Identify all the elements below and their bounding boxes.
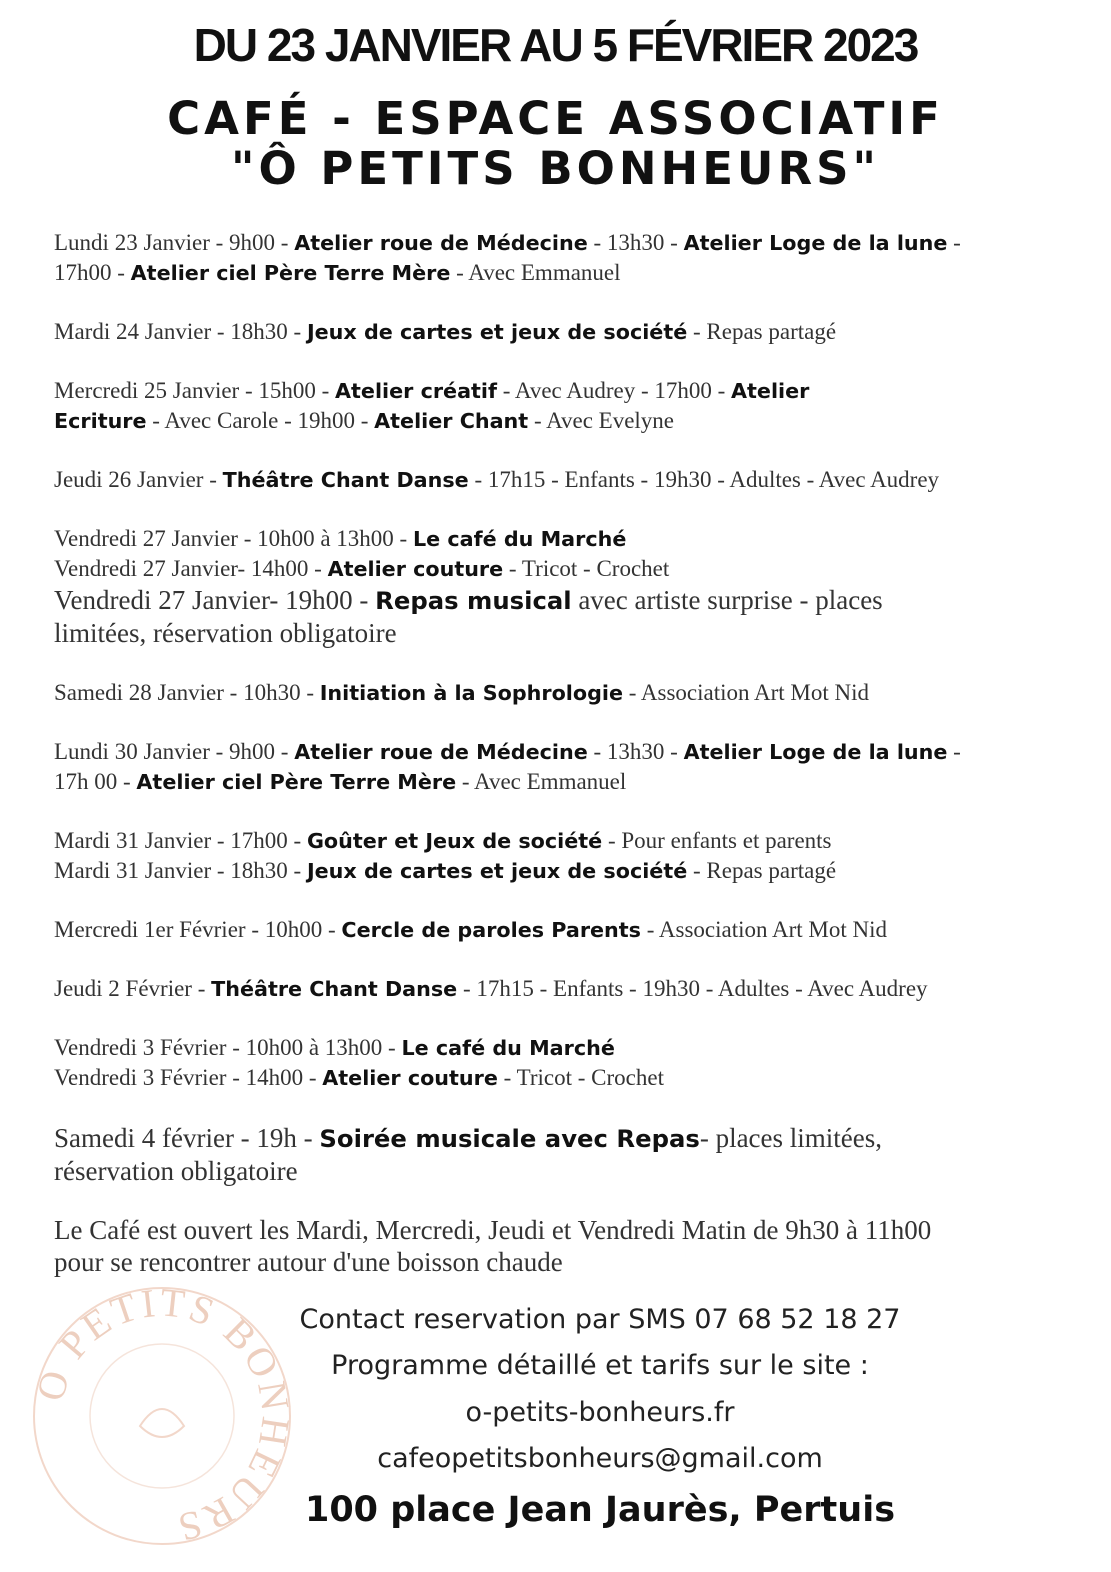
email-link[interactable]: cafeopetitsbonheurs@gmail.com: [377, 1443, 823, 1474]
event-text: - 17h15 - Enfants - 19h30 - Adultes - Avec Audrey: [457, 976, 928, 1001]
schedule-line: [54, 317, 1054, 347]
event-text: -: [947, 230, 961, 255]
event-text: Mardi 24 Janvier - 18h30 -: [54, 319, 307, 344]
schedule-line: [54, 554, 1054, 584]
event-text: - Avec Evelyne: [528, 408, 675, 433]
schedule-line: [54, 524, 1054, 554]
schedule-line: [54, 228, 1054, 258]
cafe-opening-note: [54, 1214, 1054, 1278]
schedule-line: [54, 974, 1054, 1004]
event-text: limitées, réservation obligatoire: [54, 618, 397, 648]
event-title: Théâtre Chant Danse: [222, 468, 469, 492]
event-text: - Repas partagé: [687, 319, 837, 344]
event-text: - 17h15 - Enfants - 19h30 - Adultes - Avec Audrey: [468, 467, 940, 492]
event-title: Initiation à la Sophrologie: [319, 681, 624, 705]
event-text: Mercredi 25 Janvier - 15h00 -: [54, 378, 336, 403]
event-text: - Association Art Mot Nid: [623, 680, 870, 705]
schedule-line: [54, 258, 1054, 288]
address: 100 place Jean Jaurès, Pertuis: [304, 1490, 896, 1530]
schedule-entry: [54, 678, 1054, 708]
event-text: avec artiste surprise - places: [571, 585, 883, 615]
schedule-entry: [54, 524, 1054, 649]
event-text: - Avec Emmanuel: [450, 260, 621, 285]
event-title: Ecriture: [54, 409, 147, 433]
schedule-line: [54, 1033, 1054, 1063]
event-text: Vendredi 27 Janvier- 19h00 -: [54, 585, 376, 615]
schedule-line: [54, 826, 1054, 856]
event-text: 17h 00 -: [54, 769, 137, 794]
event-title: Atelier couture: [327, 557, 504, 581]
event-text: Mercredi 1er Février - 10h00 -: [54, 917, 342, 942]
event-text: 17h00 -: [54, 260, 131, 285]
event-text: réservation obligatoire: [54, 1156, 298, 1186]
schedule-entry: [54, 317, 1054, 347]
event-title: Goûter et Jeux de société: [306, 829, 603, 853]
event-text: Jeudi 26 Janvier -: [54, 467, 223, 492]
event-text: Mardi 31 Janvier - 17h00 -: [54, 828, 307, 853]
schedule-entry: [54, 826, 1054, 886]
date-range-title: DU 23 JANVIER AU 5 FÉVRIER 2023: [193, 19, 918, 71]
program-info: Programme détaillé et tarifs sur le site :: [331, 1350, 869, 1381]
schedule-line: [54, 915, 1054, 945]
event-title: Cercle de paroles Parents: [341, 918, 641, 942]
schedule-line: [54, 1246, 1054, 1278]
schedule-line: [54, 737, 1054, 767]
schedule-line: [54, 465, 1054, 495]
event-text: - Avec Carole - 19h00 -: [146, 408, 375, 433]
schedule-entry: [54, 376, 1054, 436]
event-text: pour se rencontrer autour d'une boisson chaude: [54, 1247, 563, 1277]
schedule-list: [54, 228, 1054, 1307]
event-title: Atelier ciel Père Terre Mère: [130, 261, 451, 285]
event-title: Atelier roue de Médecine: [294, 740, 588, 764]
event-text: - Repas partagé: [687, 858, 837, 883]
schedule-line: [54, 1063, 1054, 1093]
event-text: Vendredi 27 Janvier- 14h00 -: [54, 556, 328, 581]
event-title: Théâtre Chant Danse: [211, 977, 458, 1001]
event-title: Atelier Chant: [374, 409, 529, 433]
schedule-line: [54, 767, 1054, 797]
schedule-entry: [54, 974, 1054, 1004]
schedule-line: [54, 1122, 1054, 1155]
schedule-entry: [54, 915, 1054, 945]
event-title: Jeux de cartes et jeux de société: [306, 859, 688, 883]
event-title: Atelier créatif: [335, 379, 498, 403]
event-text: - Avec Emmanuel: [456, 769, 627, 794]
event-title: Atelier roue de Médecine: [294, 231, 588, 255]
schedule-line: [54, 1214, 1054, 1246]
event-text: Vendredi 27 Janvier - 10h00 à 13h00 -: [54, 526, 413, 551]
schedule-line: [54, 856, 1054, 886]
event-text: - Association Art Mot Nid: [641, 917, 887, 942]
event-text: - 13h30 -: [587, 739, 684, 764]
venue-name: "Ô PETITS BONHEURS": [231, 142, 880, 195]
event-text: Vendredi 3 Février - 10h00 à 13h00 -: [54, 1035, 402, 1060]
event-text: Lundi 30 Janvier - 9h00 -: [54, 739, 295, 764]
schedule-entry: [54, 1033, 1054, 1093]
event-title: Atelier Loge de la lune: [683, 231, 948, 255]
event-title: Le café du Marché: [401, 1036, 615, 1060]
schedule-line: [54, 617, 1054, 649]
event-text: - Pour enfants et parents: [602, 828, 832, 853]
schedule-entry: [54, 465, 1054, 495]
logo-text: O PETITS BONHEURS: [26, 1279, 299, 1552]
event-text: Samedi 4 février - 19h -: [54, 1123, 320, 1153]
event-title: Atelier couture: [322, 1066, 498, 1090]
schedule-line: [54, 406, 1054, 436]
schedule-entry: [54, 228, 1054, 288]
schedule-line: [54, 678, 1054, 708]
schedule-line: [54, 584, 1054, 617]
event-text: Mardi 31 Janvier - 18h30 -: [54, 858, 307, 883]
contact-sms: Contact reservation par SMS 07 68 52 18 27: [299, 1304, 901, 1335]
event-text: - Tricot - Crochet: [497, 1065, 664, 1090]
event-text: - 13h30 -: [587, 230, 684, 255]
event-title: Repas musical: [375, 586, 572, 615]
event-title: Atelier: [731, 379, 810, 403]
event-text: Samedi 28 Janvier - 10h30 -: [54, 680, 320, 705]
event-text: Le Café est ouvert les Mardi, Mercredi, Jeudi et Vendredi Matin de 9h30 à 11h00: [54, 1215, 932, 1245]
event-text: Vendredi 3 Février - 14h00 -: [54, 1065, 323, 1090]
event-title: Atelier Loge de la lune: [683, 740, 948, 764]
event-title: Le café du Marché: [412, 527, 627, 551]
schedule-entry: [54, 737, 1054, 797]
event-text: Lundi 23 Janvier - 9h00 -: [54, 230, 295, 255]
venue-subtitle: CAFÉ - ESPACE ASSOCIATIF: [167, 92, 944, 145]
event-text: - Tricot - Crochet: [503, 556, 670, 581]
event-text: Jeudi 2 Février -: [54, 976, 212, 1001]
event-text: -: [947, 739, 961, 764]
schedule-line: [54, 376, 1054, 406]
event-title: Jeux de cartes et jeux de société: [306, 320, 688, 344]
event-title: Atelier ciel Père Terre Mère: [136, 770, 457, 794]
schedule-entry: [54, 1122, 1054, 1187]
event-text: - places limitées,: [699, 1123, 883, 1153]
website-link[interactable]: o-petits-bonheurs.fr: [465, 1397, 735, 1428]
schedule-line: [54, 1155, 1054, 1187]
event-text: - Avec Audrey - 17h00 -: [497, 378, 732, 403]
event-title: Soirée musicale avec Repas: [319, 1124, 700, 1153]
